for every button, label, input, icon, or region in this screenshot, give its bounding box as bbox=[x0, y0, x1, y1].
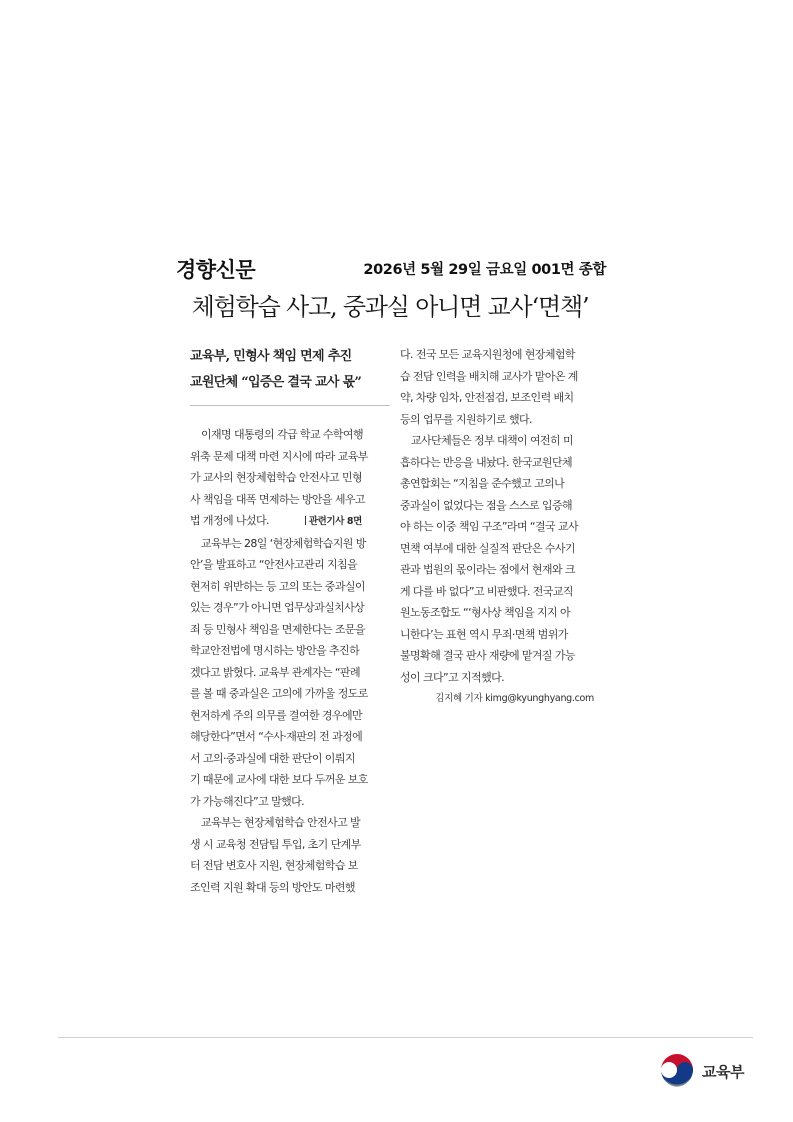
article-line: 게 다를 바 없다”고 비판했다. 전국교직 bbox=[400, 584, 573, 598]
article-line: 등의 업무를 지원하기로 했다. bbox=[400, 412, 532, 426]
article-line: 기 때문에 교사에 대한 보다 두꺼운 보호 bbox=[190, 773, 368, 786]
article-column-right bbox=[400, 344, 598, 710]
article-line: 면책 여부에 대한 실질적 판단은 수사기 bbox=[400, 541, 575, 555]
article-line: 있는 경우”가 아니면 업무상과실치사상 bbox=[190, 601, 365, 614]
article-line: 다. 전국 모든 교육지원청에 현장체험학 bbox=[400, 348, 575, 361]
article-line: 야 하는 이중 책임 구조”라며 “결국 교사 bbox=[400, 520, 578, 533]
article-line: 흡하다는 반응을 내놨다. 한국교원단체 bbox=[400, 455, 573, 469]
article-line: 교사단체들은 정부 대책이 여전히 미 bbox=[411, 434, 573, 447]
article-line bbox=[190, 510, 390, 533]
article-line: 현저하게 주의 의무를 결여한 경우에만 bbox=[190, 708, 363, 722]
article-line: 위축 문제 대책 마련 지시에 따라 교육부 bbox=[190, 449, 368, 463]
paper-name: 경향신문 bbox=[176, 257, 256, 282]
article-line: 약, 차량 임차, 안전점검, 보조인력 배치 bbox=[400, 391, 574, 404]
article-line: 학교안전법에 명시하는 방안을 추진하 bbox=[190, 644, 360, 657]
byline: 김지혜 기자 kimg@kyunghyang.com bbox=[435, 693, 594, 704]
article-line: 불명확해 결국 판사 재량에 맡겨질 가능 bbox=[400, 649, 575, 662]
article-line: 교육부는 28일 ‘현장체험학습지원 방 bbox=[201, 536, 366, 550]
article-line: 해당한다”면서 “수사·재판의 전 과정에 bbox=[190, 730, 363, 743]
article-column-left bbox=[190, 424, 390, 898]
article-line: 사 책임을 대폭 면제하는 방안을 세우고 bbox=[190, 492, 365, 506]
article-line: 습 전담 인력을 배치해 교사가 맡아온 계 bbox=[400, 369, 578, 383]
article-line: 죄 등 민형사 책임을 면제한다는 조문을 bbox=[190, 622, 365, 636]
issue-info: 2026년 5월 29일 금요일 001면 종합 bbox=[363, 262, 606, 278]
article-line: 현저히 위반하는 등 고의 또는 중과실이 bbox=[190, 579, 365, 593]
article-line: 니한다’는 표현 역시 무죄·면책 범위가 bbox=[400, 627, 568, 641]
article-line: 터 전담 변호사 지원, 현장체험학습 보 bbox=[190, 859, 358, 872]
subhead-divider bbox=[190, 405, 390, 406]
article-line: 겠다고 밝혔다. 교육부 관계자는 “판례 bbox=[190, 665, 360, 679]
subheads bbox=[190, 344, 395, 396]
article-line: 원노동조합도 “‘형사상 책임을 지지 아 bbox=[400, 606, 570, 619]
article-line: 안’을 발표하고 “안전사고관리 지침을 bbox=[190, 558, 358, 571]
article-line: 중과실이 없었다는 점을 스스로 입증해 bbox=[400, 498, 573, 512]
ref-bar bbox=[305, 516, 306, 525]
ministry-logo bbox=[658, 1053, 758, 1091]
article-line: 총연합회는 “지침을 준수했고 고의나 bbox=[400, 477, 565, 490]
article-line-text: 법 개정에 나섰다. bbox=[190, 514, 269, 527]
article-line: 가 가능해진다”고 말했다. bbox=[190, 794, 305, 808]
headline: 체험학습 사고, 중과실 아니면 교사‘면책’ bbox=[191, 293, 589, 321]
article-line: 가 교사의 현장체험학습 안전사고 민형 bbox=[190, 471, 363, 484]
article-line: 이재명 대통령의 각급 학교 수학여행 bbox=[201, 428, 363, 441]
article-line: 서 고의·중과실에 대한 판단이 이뤄지 bbox=[190, 751, 355, 765]
subhead-line: 교육부, 민형사 책임 면제 추진 bbox=[190, 349, 352, 364]
masthead bbox=[176, 254, 606, 284]
article-line: 관과 법원의 몫이라는 점에서 현재와 크 bbox=[400, 563, 575, 576]
related-article-ref bbox=[269, 516, 362, 527]
footer-divider bbox=[58, 1037, 753, 1038]
article-line: 조인력 지원 확대 등의 방안도 마련했 bbox=[190, 880, 355, 894]
article-line: 교육부는 현장체험학습 안전사고 발 bbox=[201, 816, 361, 829]
taegeuk-emblem-icon bbox=[658, 1053, 696, 1091]
ministry-name: 교육부 bbox=[702, 1063, 744, 1081]
article-line: 생 시 교육청 전담팀 투입, 초기 단계부 bbox=[190, 837, 361, 851]
article-line: 성이 크다”고 지적했다. bbox=[400, 670, 505, 684]
related-article-label: 관련기사 8면 bbox=[308, 516, 362, 527]
subhead-line: 교원단체 “입증은 결국 교사 몫” bbox=[190, 375, 362, 390]
article-line: 를 볼 때 중과실은 고의에 가까울 정도로 bbox=[190, 687, 368, 700]
